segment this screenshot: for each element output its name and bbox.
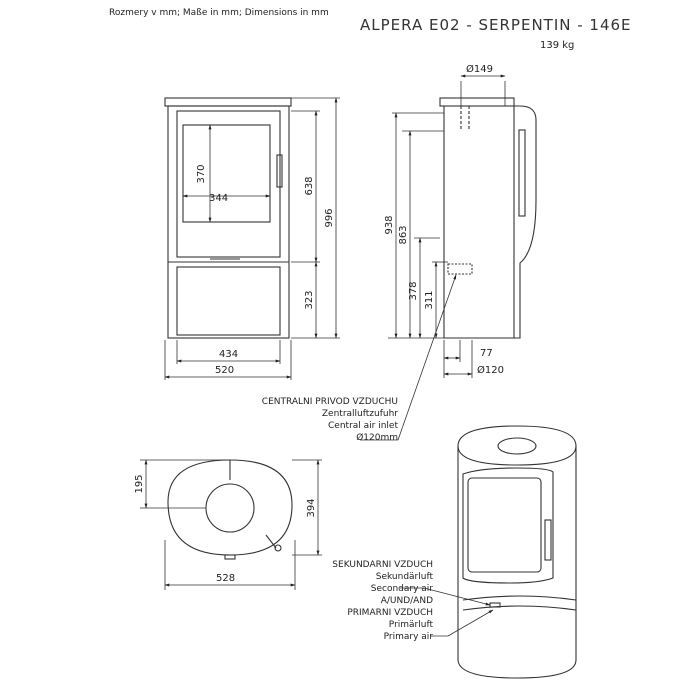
perspective-view [458,426,576,678]
dim-depth-half: 195 [134,474,145,494]
side-body [444,106,536,338]
side-top-plate [440,98,514,106]
dim-offset-inlet: 77 [480,348,493,359]
persp-handle [545,520,551,560]
persp-flue [498,438,536,454]
central-air-line4: Ø120mm [356,433,398,443]
dim-width-top: 528 [216,573,236,584]
top-view [168,460,292,559]
dim-height-flue: 938 [384,215,395,235]
side-view [440,81,536,338]
front-top-plate [165,98,291,106]
central-air-line2: Zentralluftzufuhr [321,409,398,419]
persp-glass [468,478,541,572]
central-air-line3: Central air inlet [328,421,398,431]
air-label-4: A/UND/AND [380,596,433,606]
air-label-3: Secondary air [370,584,433,594]
dim-height-lower: 323 [304,290,315,310]
dim-depth-total: 394 [306,498,317,518]
dim-glass-height: 370 [196,164,207,184]
persp-body [458,446,576,678]
dimensions-note: Rozmery v mm; Maße in mm; Dimensions in mm [109,8,329,18]
dim-height-air: 378 [408,281,419,301]
weight-label: 139 kg [540,40,575,51]
dim-width-outer: 520 [215,365,235,376]
front-door [177,111,280,257]
dim-width-inner: 434 [219,349,239,360]
persp-top [458,426,576,465]
model-title: ALPERA E02 - SERPENTIN - 146E [360,16,632,34]
air-label-2: Sekundärluft [375,572,433,582]
dim-height-inlet: 311 [424,290,435,310]
air-label-5: PRIMARNI VZDUCH [347,608,433,618]
dim-height-door: 638 [304,176,315,196]
central-air-line1: CENTRALNI PRIVOD VZDUCHU [261,397,398,407]
air-label-1: SEKUNDARNI VZDUCH [332,560,433,570]
dim-height-mid: 863 [398,225,409,245]
front-ash-door [177,267,280,335]
dim-flue-diameter: Ø149 [466,64,493,75]
air-label-6: Primärluft [388,620,433,630]
dim-glass-width: 344 [209,193,229,204]
top-flue-circle [206,484,254,532]
side-handle [519,130,525,216]
front-view [165,98,291,338]
dim-height-total: 996 [324,208,335,228]
air-label-7: Primary air [383,632,433,642]
persp-door-frame [463,468,553,583]
dim-inlet-diameter: Ø120 [477,365,504,376]
